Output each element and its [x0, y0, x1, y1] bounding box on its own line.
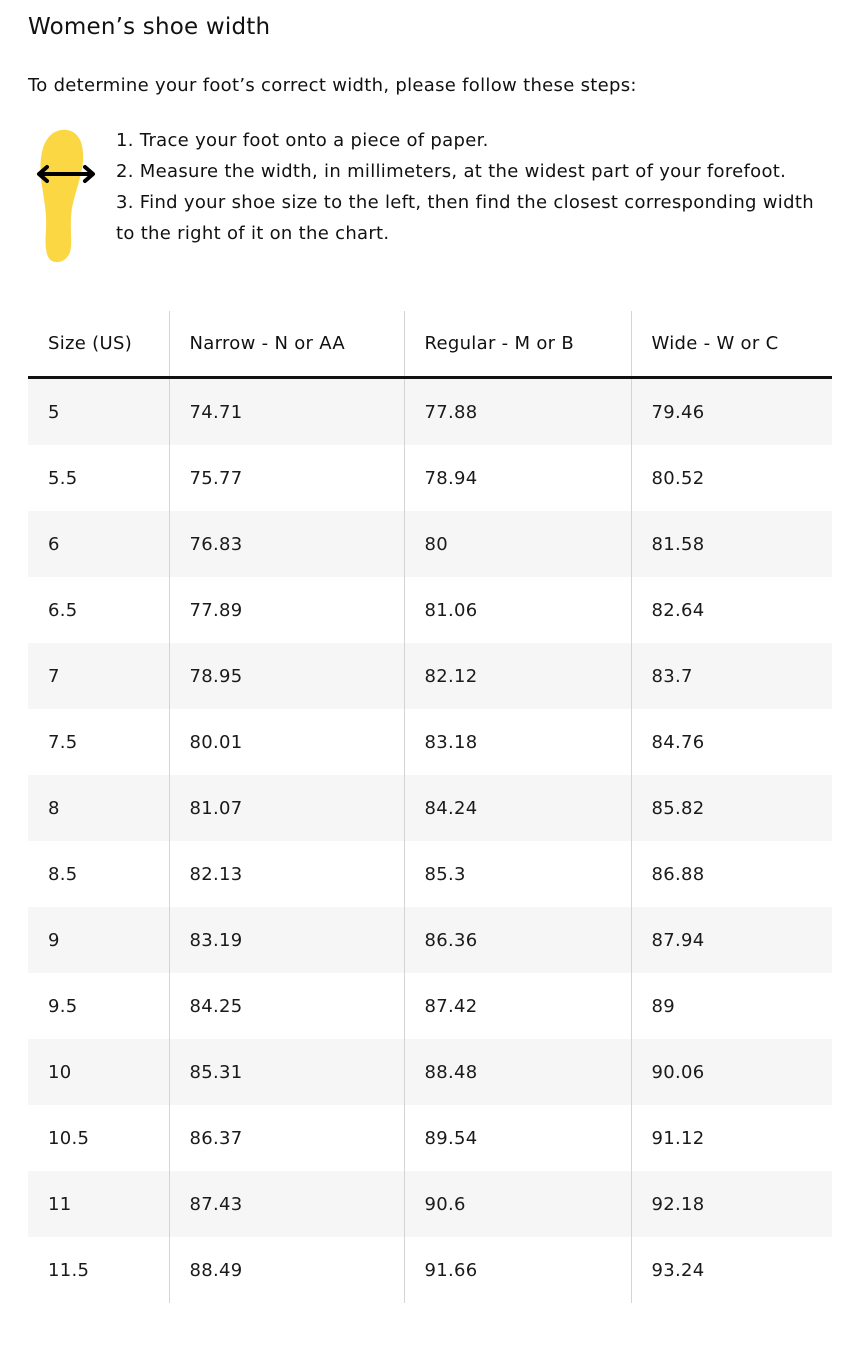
table-row: [28, 1237, 832, 1303]
wide-cell: 87.94: [631, 907, 832, 973]
wide-cell: 86.88: [631, 841, 832, 907]
wide-cell: 82.64: [631, 577, 832, 643]
step-2: 2. Measure the width, in millimeters, at the widest part of your forefoot.: [116, 161, 787, 182]
intro-text: To determine your foot’s correct width, please follow these steps:: [28, 75, 637, 96]
narrow-cell: 82.13: [169, 841, 404, 907]
size-cell: 7: [28, 643, 169, 709]
size-cell: 5: [28, 378, 169, 446]
wide-cell: 91.12: [631, 1105, 832, 1171]
size-cell: 8: [28, 775, 169, 841]
narrow-cell: 80.01: [169, 709, 404, 775]
narrow-cell: 88.49: [169, 1237, 404, 1303]
table-row: [28, 775, 832, 841]
regular-cell: 90.6: [404, 1171, 631, 1237]
wide-cell: 81.58: [631, 511, 832, 577]
regular-cell: 87.42: [404, 973, 631, 1039]
table-row: [28, 841, 832, 907]
size-cell: 7.5: [48, 731, 78, 753]
header-narrow: Narrow - N or AA: [169, 311, 404, 378]
wide-cell: 93.24: [631, 1237, 832, 1303]
header-size: Size (US): [28, 311, 169, 378]
size-cell: 5.5: [48, 467, 78, 489]
regular-cell: 83.18: [404, 709, 631, 775]
size-cell: 6: [28, 511, 169, 577]
narrow-cell: 84.25: [169, 973, 404, 1039]
width-chart-table: [28, 311, 832, 1303]
size-cell: 10: [28, 1039, 169, 1105]
step-3: 3. Find your shoe size to the left, then find the closest corresponding width to the right of it on the chart.: [116, 192, 814, 244]
page-title: Women’s shoe width: [28, 14, 271, 40]
table-row: [28, 907, 832, 973]
header-wide: Wide - W or C: [631, 311, 832, 378]
size-cell: 10.5: [48, 1127, 90, 1149]
wide-cell: 89: [631, 973, 832, 1039]
regular-cell: 81.06: [404, 577, 631, 643]
narrow-cell: 85.31: [169, 1039, 404, 1105]
narrow-cell: 76.83: [169, 511, 404, 577]
regular-cell: 78.94: [404, 445, 631, 511]
regular-cell: 84.24: [404, 775, 631, 841]
foot-shape: [40, 130, 83, 262]
step-1: 1. Trace your foot onto a piece of paper.: [116, 130, 489, 151]
narrow-cell: 81.07: [169, 775, 404, 841]
narrow-cell: 75.77: [169, 445, 404, 511]
table-header-row: [28, 311, 832, 378]
table-row: [28, 973, 832, 1039]
table-row: [28, 378, 832, 446]
header-regular: Regular - M or B: [404, 311, 631, 378]
wide-cell: 85.82: [631, 775, 832, 841]
table-row: [28, 511, 832, 577]
wide-cell: 84.76: [631, 709, 832, 775]
table-row: [28, 709, 832, 775]
regular-cell: 91.66: [404, 1237, 631, 1303]
table-row: [28, 1105, 832, 1171]
table-row: [28, 1171, 832, 1237]
wide-cell: 83.7: [631, 643, 832, 709]
size-cell: 9: [28, 907, 169, 973]
size-cell: 11: [28, 1171, 169, 1237]
wide-cell: 80.52: [631, 445, 832, 511]
regular-cell: 77.88: [404, 378, 631, 446]
narrow-cell: 86.37: [169, 1105, 404, 1171]
regular-cell: 86.36: [404, 907, 631, 973]
regular-cell: 80: [404, 511, 631, 577]
table-row: [28, 445, 832, 511]
wide-cell: 90.06: [631, 1039, 832, 1105]
narrow-cell: 87.43: [169, 1171, 404, 1237]
foot-width-icon: [34, 128, 98, 264]
regular-cell: 82.12: [404, 643, 631, 709]
size-cell: 6.5: [48, 599, 78, 621]
table-row: [28, 1039, 832, 1105]
size-cell: 9.5: [48, 995, 78, 1017]
wide-cell: 79.46: [631, 378, 832, 446]
regular-cell: 85.3: [404, 841, 631, 907]
narrow-cell: 77.89: [169, 577, 404, 643]
instructions-list: [116, 125, 836, 249]
table-body: [28, 378, 832, 1304]
table-row: [28, 577, 832, 643]
size-cell: 8.5: [48, 863, 78, 885]
narrow-cell: 74.71: [169, 378, 404, 446]
narrow-cell: 78.95: [169, 643, 404, 709]
table-row: [28, 643, 832, 709]
wide-cell: 92.18: [631, 1171, 832, 1237]
regular-cell: 88.48: [404, 1039, 631, 1105]
size-cell: 11.5: [48, 1259, 90, 1281]
narrow-cell: 83.19: [169, 907, 404, 973]
regular-cell: 89.54: [404, 1105, 631, 1171]
